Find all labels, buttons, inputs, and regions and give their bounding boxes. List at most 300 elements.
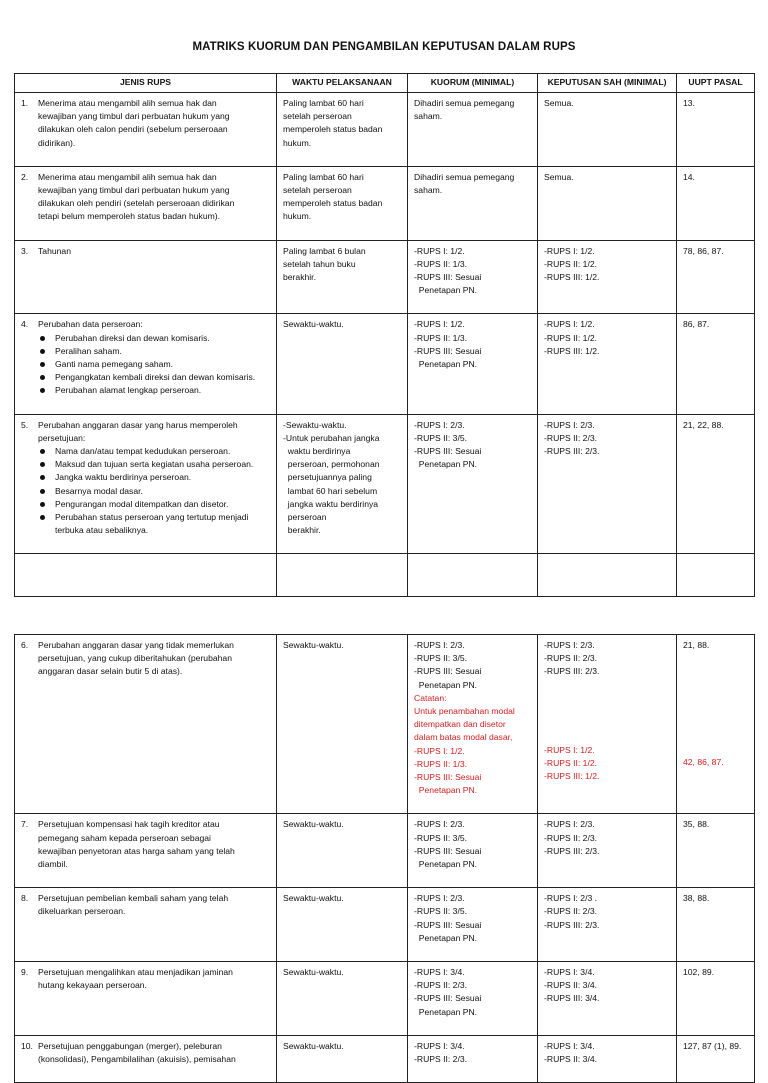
- kuorum-line: -RUPS II: 1/3.: [414, 258, 468, 269]
- kuorum-line: Penetapan PN.: [414, 459, 478, 470]
- waktu-content: [277, 1036, 407, 1069]
- item-number: 9.: [21, 967, 29, 978]
- cell-waktu-pelaksanaan: [277, 166, 408, 240]
- uupt-content: [677, 415, 754, 448]
- cell-keputusan-sah: [538, 240, 677, 314]
- cell-kuorum: [408, 635, 538, 814]
- keputusan-line: -RUPS II: 2/3.: [544, 653, 598, 664]
- item-text-line: Persetujuan mengalihkan atau menjadikan jaminan: [38, 967, 233, 978]
- cell-uupt-pasal: [677, 414, 755, 554]
- waktu-line: perseroan: [283, 512, 327, 523]
- cell-jenis-rups: [15, 888, 277, 962]
- bullet-list: [21, 445, 272, 537]
- keputusan-content: [538, 814, 676, 874]
- kuorum-content: [408, 635, 537, 813]
- waktu-line: hukum.: [283, 211, 312, 222]
- kuorum-line: -RUPS III: Sesuai: [414, 845, 482, 856]
- table-header-row: [15, 74, 755, 93]
- uupt-value: 21, 88.: [683, 640, 710, 650]
- kuorum-line: -RUPS III: Sesuai: [414, 345, 482, 356]
- uupt-value: 21, 22, 88.: [683, 419, 724, 430]
- kuorum-line: -RUPS II: 2/3.: [414, 1054, 468, 1065]
- numbered-item: [21, 171, 272, 224]
- kuorum-note-line: Penetapan PN.: [414, 785, 478, 796]
- uupt-value: 14.: [683, 171, 695, 182]
- kuorum-line: Dihadiri semua pemegang: [414, 171, 515, 182]
- waktu-content: [277, 314, 407, 347]
- blank-cell: [277, 554, 408, 597]
- waktu-line: Sewaktu-waktu.: [283, 640, 344, 650]
- waktu-line: memperoleh status badan: [283, 198, 383, 209]
- kuorum-content: [408, 314, 537, 387]
- keputusan-line: -RUPS II: 2/3.: [544, 432, 598, 443]
- kuorum-line: -RUPS I: 3/4.: [414, 1040, 465, 1051]
- uupt-note-value: 42, 86, 87.: [683, 757, 724, 768]
- bullet-item: Maksud dan tujuan serta kegiatan usaha perseroan.: [38, 458, 272, 471]
- blank-row: [15, 554, 755, 597]
- waktu-line: persetujuannya paling: [283, 472, 372, 483]
- spacer: [683, 704, 750, 717]
- waktu-line: -Sewaktu-waktu.: [283, 419, 347, 430]
- cell-jenis-rups: [15, 814, 277, 888]
- bullet-item: Perubahan alamat lengkap perseroan.: [38, 384, 272, 397]
- item-text-line: Persetujuan penggabungan (merger), peleburan: [38, 1040, 222, 1051]
- bullet-item: Jangka waktu berdirinya perseroan.: [38, 471, 272, 484]
- waktu-line: Sewaktu-waktu.: [283, 967, 344, 978]
- item-text-line: dilakukan oleh pendiri (setelah perseroaan didirikan: [38, 198, 235, 209]
- cell-waktu-pelaksanaan: [277, 240, 408, 314]
- waktu-line: berakhir.: [283, 525, 321, 536]
- kuorum-line: -RUPS II: 2/3.: [414, 980, 468, 991]
- cell-uupt-pasal: [677, 166, 755, 240]
- keputusan-note-line: -RUPS I: 1/2.: [544, 744, 595, 755]
- keputusan-content: [538, 1036, 676, 1082]
- kuorum-line: -RUPS II: 3/5.: [414, 906, 468, 917]
- cell-kuorum: [408, 314, 538, 414]
- cell-uupt-pasal: [677, 314, 755, 414]
- keputusan-content: [538, 635, 676, 799]
- kuorum-line: saham.: [414, 111, 443, 122]
- uupt-content: [677, 962, 754, 995]
- note-label: Catatan:: [414, 692, 447, 703]
- cell-keputusan-sah: [538, 414, 677, 554]
- cell-keputusan-sah: [538, 962, 677, 1036]
- cell-waktu-pelaksanaan: [277, 414, 408, 554]
- kuorum-content: [408, 888, 537, 961]
- cell-waktu-pelaksanaan: [277, 962, 408, 1036]
- waktu-line: setelah perseroan: [283, 111, 352, 122]
- cell-uupt-pasal: [677, 240, 755, 314]
- item-text-line: hutang kekayaan perseroan.: [38, 980, 147, 991]
- waktu-content: [277, 814, 407, 847]
- item-text-line: (konsolidasi), Pengambilalihan (akuisis), pemisahan: [38, 1054, 236, 1065]
- keputusan-line: -RUPS I: 1/2.: [544, 245, 595, 256]
- keputusan-line: -RUPS I: 3/4.: [544, 967, 595, 978]
- item-text: [38, 892, 272, 918]
- spacer: [544, 718, 672, 731]
- item-text: [38, 171, 272, 224]
- keputusan-line: -RUPS II: 2/3.: [544, 832, 598, 843]
- table-row: [15, 314, 755, 414]
- kuorum-line: -RUPS II: 3/5.: [414, 432, 468, 443]
- matrix-table-page-2: [14, 634, 755, 1083]
- kuorum-line: Penetapan PN.: [414, 1006, 478, 1017]
- cell-keputusan-sah: [538, 166, 677, 240]
- item-text-line: Perubahan anggaran dasar yang harus memperoleh: [38, 419, 238, 430]
- cell-keputusan-sah: [538, 93, 677, 167]
- item-text: [38, 419, 272, 445]
- uupt-content: [677, 814, 754, 847]
- jenis-content: [15, 635, 276, 695]
- uupt-value: 78, 86, 87.: [683, 245, 724, 256]
- kuorum-note-line: -RUPS I: 1/2.: [414, 745, 465, 756]
- waktu-line: Paling lambat 6 bulan: [283, 245, 366, 256]
- cell-jenis-rups: [15, 1035, 277, 1082]
- uupt-content: [677, 314, 754, 347]
- item-text-line: Menerima atau mengambil alih semua hak dan: [38, 171, 217, 182]
- uupt-value: 13.: [683, 98, 695, 108]
- note-text-line: Untuk penambahan modal: [414, 706, 515, 717]
- spacer: [683, 652, 750, 665]
- table-row: [15, 414, 755, 554]
- cell-kuorum: [408, 888, 538, 962]
- uupt-content: [677, 888, 754, 921]
- keputusan-line: -RUPS I: 2/3.: [544, 819, 595, 830]
- uupt-value: 38, 88.: [683, 893, 710, 904]
- waktu-content: [277, 167, 407, 240]
- uupt-content: [677, 1036, 754, 1069]
- kuorum-line: -RUPS III: Sesuai: [414, 993, 482, 1004]
- uupt-value: 102, 89.: [683, 967, 715, 978]
- jenis-content: [15, 814, 276, 887]
- spacer: [544, 679, 672, 692]
- cell-kuorum: [408, 93, 538, 167]
- cell-jenis-rups: [15, 93, 277, 167]
- kuorum-line: -RUPS II: 3/5.: [414, 653, 468, 664]
- item-number: 1.: [21, 98, 29, 108]
- kuorum-content: [408, 415, 537, 488]
- waktu-line: Sewaktu-waktu.: [283, 319, 344, 330]
- kuorum-line: -RUPS I: 1/2.: [414, 245, 465, 256]
- item-text-line: tetapi belum memperoleh status badan hukum).: [38, 211, 221, 222]
- bullet-item: Perubahan status perseroan yang tertutup menjadi terbuka atau sebaliknya.: [38, 511, 272, 537]
- item-number: 2.: [21, 171, 29, 182]
- bullet-item: Nama dan/atau tempat kedudukan perseroan.: [38, 445, 272, 458]
- cell-waktu-pelaksanaan: [277, 888, 408, 962]
- numbered-item: [21, 419, 272, 445]
- jenis-content: [15, 167, 276, 240]
- cell-kuorum: [408, 414, 538, 554]
- waktu-content: [277, 635, 407, 668]
- numbered-item: [21, 245, 272, 258]
- item-number: 10.: [21, 1040, 33, 1051]
- item-text: [38, 818, 272, 871]
- keputusan-content: [538, 241, 676, 301]
- waktu-content: [277, 962, 407, 995]
- kuorum-content: [408, 167, 537, 213]
- cell-waktu-pelaksanaan: [277, 814, 408, 888]
- bullet-item: Pengangkatan kembali direksi dan dewan komisaris.: [38, 371, 272, 384]
- numbered-item: [21, 966, 272, 992]
- cell-keputusan-sah: [538, 635, 677, 814]
- kuorum-line: -RUPS I: 2/3.: [414, 893, 465, 904]
- kuorum-content: [408, 1036, 537, 1082]
- spacer: [683, 743, 750, 756]
- cell-waktu-pelaksanaan: [277, 93, 408, 167]
- bullet-item: Pengurangan modal ditempatkan dan disetor.: [38, 498, 272, 511]
- item-text: [38, 97, 272, 150]
- kuorum-line: -RUPS I: 2/3.: [414, 419, 465, 430]
- header-uupt-pasal: UUPT PASAL: [677, 74, 755, 93]
- keputusan-content: [538, 93, 676, 126]
- cell-keputusan-sah: [538, 314, 677, 414]
- uupt-content: [677, 241, 754, 274]
- item-text: [38, 639, 272, 679]
- kuorum-line: -RUPS III: Sesuai: [414, 446, 482, 457]
- keputusan-line: -RUPS III: 2/3.: [544, 919, 600, 930]
- kuorum-line: -RUPS I: 3/4.: [414, 967, 465, 978]
- kuorum-note-line: -RUPS II: 1/3.: [414, 758, 468, 769]
- item-number: 6.: [21, 640, 29, 650]
- uupt-value: 127, 87 (1), 89.: [683, 1040, 742, 1051]
- cell-jenis-rups: [15, 314, 277, 414]
- keputusan-note-line: -RUPS II: 1/2.: [544, 757, 598, 768]
- numbered-item: [21, 892, 272, 918]
- kuorum-line: Dihadiri semua pemegang: [414, 98, 515, 108]
- item-text-line: Persetujuan pembelian kembali saham yang telah: [38, 893, 229, 904]
- waktu-line: Sewaktu-waktu.: [283, 1040, 344, 1051]
- kuorum-line: -RUPS I: 2/3.: [414, 819, 465, 830]
- bullet-item: Peralihan saham.: [38, 345, 272, 358]
- waktu-line: Sewaktu-waktu.: [283, 893, 344, 904]
- blank-cell: [15, 554, 277, 597]
- matrix-table-page-1: [14, 73, 755, 597]
- jenis-content: [15, 962, 276, 1008]
- kuorum-line: -RUPS I: 1/2.: [414, 319, 465, 330]
- bullet-item: Besarnya modal dasar.: [38, 485, 272, 498]
- blank-cell: [677, 554, 755, 597]
- header-kuorum: KUORUM (MINIMAL): [408, 74, 538, 93]
- cell-uupt-pasal: [677, 1035, 755, 1082]
- keputusan-content: [538, 167, 676, 200]
- kuorum-content: [408, 241, 537, 314]
- keputusan-line: -RUPS I: 2/3.: [544, 419, 595, 430]
- cell-waktu-pelaksanaan: [277, 1035, 408, 1082]
- kuorum-line: -RUPS I: 2/3.: [414, 640, 465, 650]
- keputusan-content: [538, 415, 676, 475]
- keputusan-line: -RUPS III: 3/4.: [544, 993, 600, 1004]
- spacer: [544, 692, 672, 705]
- jenis-content: [15, 1036, 276, 1082]
- item-text-line: persetujuan, yang cukup diberitahukan (perubahan: [38, 653, 232, 664]
- spacer: [544, 705, 672, 718]
- cell-kuorum: [408, 962, 538, 1036]
- keputusan-content: [538, 314, 676, 374]
- cell-jenis-rups: [15, 240, 277, 314]
- cell-kuorum: [408, 814, 538, 888]
- spacer: [544, 731, 672, 744]
- item-text-line: dikeluarkan perseroan.: [38, 906, 126, 917]
- bullet-item: Perubahan direksi dan dewan komisaris.: [38, 332, 272, 345]
- table-row: [15, 888, 755, 962]
- cell-uupt-pasal: [677, 93, 755, 167]
- waktu-line: berakhir.: [283, 272, 316, 283]
- keputusan-line: -RUPS III: 2/3.: [544, 845, 600, 856]
- waktu-content: [277, 415, 407, 554]
- keputusan-line: -RUPS II: 2/3.: [544, 906, 598, 917]
- item-text-line: kewajiban yang timbul dari perbuatan hukum yang: [38, 111, 230, 122]
- cell-keputusan-sah: [538, 814, 677, 888]
- cell-uupt-pasal: [677, 635, 755, 814]
- waktu-content: [277, 93, 407, 166]
- item-text-line: kewajiban yang timbul dari perbuatan hukum yang: [38, 185, 230, 196]
- item-text-line: Persetujuan kompensasi hak tagih kreditor atau: [38, 819, 220, 830]
- bullet-list: [21, 332, 272, 398]
- waktu-line: setelah tahun buku: [283, 258, 356, 269]
- keputusan-line: -RUPS III: 1/2.: [544, 272, 600, 283]
- numbered-item: [21, 1040, 272, 1066]
- waktu-content: [277, 888, 407, 921]
- keputusan-line: -RUPS II: 1/2.: [544, 332, 598, 343]
- keputusan-line: -RUPS II: 1/2.: [544, 258, 598, 269]
- numbered-item: [21, 318, 272, 331]
- waktu-line: Paling lambat 60 hari: [283, 171, 364, 182]
- spacer: [683, 730, 750, 743]
- cell-waktu-pelaksanaan: [277, 314, 408, 414]
- waktu-line: -Untuk perubahan jangka: [283, 432, 380, 443]
- cell-keputusan-sah: [538, 1035, 677, 1082]
- waktu-content: [277, 241, 407, 301]
- document-title: MATRIKS KUORUM DAN PENGAMBILAN KEPUTUSAN DALAM RUPS: [192, 41, 576, 53]
- keputusan-line: -RUPS III: 2/3.: [544, 446, 600, 457]
- item-text-line: kewajiban penyetoran atas harga saham yang telah: [38, 845, 235, 856]
- keputusan-line: -RUPS I: 1/2.: [544, 319, 595, 330]
- uupt-value: 35, 88.: [683, 819, 710, 830]
- item-text: [38, 245, 272, 258]
- numbered-item: [21, 818, 272, 871]
- cell-waktu-pelaksanaan: [277, 635, 408, 814]
- kuorum-line: Penetapan PN.: [414, 359, 478, 370]
- kuorum-note-line: -RUPS III: Sesuai: [414, 772, 482, 783]
- cell-kuorum: [408, 166, 538, 240]
- table-row: [15, 962, 755, 1036]
- jenis-content: [15, 888, 276, 934]
- table-row: [15, 635, 755, 814]
- table-row: [15, 240, 755, 314]
- item-number: 7.: [21, 819, 29, 830]
- table-row: [15, 166, 755, 240]
- header-jenis-rups: JENIS RUPS: [15, 74, 277, 93]
- cell-uupt-pasal: [677, 962, 755, 1036]
- cell-jenis-rups: [15, 635, 277, 814]
- keputusan-content: [538, 888, 676, 948]
- item-number: 8.: [21, 893, 29, 904]
- item-text-line: Perubahan anggaran dasar yang tidak memerlukan: [38, 640, 234, 650]
- item-text: [38, 1040, 272, 1066]
- kuorum-line: -RUPS III: Sesuai: [414, 919, 482, 930]
- uupt-content: [677, 93, 754, 126]
- kuorum-line: Penetapan PN.: [414, 859, 478, 870]
- note-text-line: dalam batas modal dasar,: [414, 732, 513, 743]
- waktu-line: jangka waktu berdirinya: [283, 498, 379, 509]
- spacer: [683, 691, 750, 704]
- kuorum-line: -RUPS II: 1/3.: [414, 332, 468, 343]
- item-number: 3.: [21, 245, 29, 256]
- jenis-content: [15, 241, 276, 274]
- jenis-content: [15, 415, 276, 554]
- waktu-line: memperoleh status badan: [283, 124, 383, 135]
- spacer: [683, 665, 750, 678]
- kuorum-content: [408, 814, 537, 887]
- waktu-line: Sewaktu-waktu.: [283, 819, 344, 830]
- header-keputusan-sah: KEPUTUSAN SAH (MINIMAL): [538, 74, 677, 93]
- kuorum-line: saham.: [414, 185, 443, 196]
- item-text: [38, 318, 272, 331]
- header-waktu-pelaksanaan: WAKTU PELAKSANAAN: [277, 74, 408, 93]
- item-text-line: diambil.: [38, 859, 68, 870]
- cell-uupt-pasal: [677, 888, 755, 962]
- item-text-line: dilakukan oleh calon pendiri (sebelum perseroaan: [38, 124, 228, 135]
- item-text-line: Menerima atau mengambil alih semua hak dan: [38, 98, 217, 108]
- bullet-item: Ganti nama pemegang saham.: [38, 358, 272, 371]
- cell-uupt-pasal: [677, 814, 755, 888]
- jenis-content: [15, 93, 276, 166]
- kuorum-line: Penetapan PN.: [414, 285, 478, 296]
- blank-cell: [408, 554, 538, 597]
- waktu-line: Paling lambat 60 hari: [283, 98, 364, 108]
- item-text-line: persetujuan:: [38, 432, 86, 443]
- item-text-line: anggaran dasar selain butir 5 di atas).: [38, 666, 183, 677]
- spacer: [683, 717, 750, 730]
- table-row: [15, 93, 755, 167]
- kuorum-line: Penetapan PN.: [414, 679, 478, 690]
- item-text: [38, 966, 272, 992]
- item-number: 4.: [21, 319, 29, 330]
- item-number: 5.: [21, 419, 29, 430]
- keputusan-line: -RUPS I: 3/4.: [544, 1040, 595, 1051]
- cell-jenis-rups: [15, 962, 277, 1036]
- waktu-line: lambat 60 hari sebelum: [283, 485, 378, 496]
- numbered-item: [21, 639, 272, 679]
- keputusan-line: -RUPS II: 3/4.: [544, 980, 598, 991]
- cell-keputusan-sah: [538, 888, 677, 962]
- spacer: [683, 678, 750, 691]
- waktu-line: hukum.: [283, 137, 312, 148]
- kuorum-line: Penetapan PN.: [414, 932, 478, 943]
- keputusan-line: -RUPS III: 2/3.: [544, 666, 600, 677]
- blank-cell: [538, 554, 677, 597]
- uupt-content: [677, 635, 754, 785]
- waktu-line: setelah perseroan: [283, 185, 352, 196]
- table-row: [15, 814, 755, 888]
- kuorum-line: -RUPS III: Sesuai: [414, 666, 482, 677]
- waktu-line: waktu berdirinya: [283, 446, 351, 457]
- keputusan-content: [538, 962, 676, 1022]
- cell-jenis-rups: [15, 414, 277, 554]
- item-text-line: pemegang saham kepada perseroan sebagai: [38, 832, 211, 843]
- keputusan-line: Semua.: [544, 98, 574, 108]
- jenis-content: [15, 314, 276, 413]
- table-row: [15, 1035, 755, 1082]
- kuorum-content: [408, 93, 537, 139]
- item-text-line: didirikan).: [38, 137, 76, 148]
- uupt-content: [677, 167, 754, 200]
- cell-kuorum: [408, 240, 538, 314]
- numbered-item: [21, 97, 272, 150]
- keputusan-line: Semua.: [544, 171, 574, 182]
- waktu-line: perseroan, permohonan: [283, 459, 380, 470]
- kuorum-line: -RUPS III: Sesuai: [414, 272, 482, 283]
